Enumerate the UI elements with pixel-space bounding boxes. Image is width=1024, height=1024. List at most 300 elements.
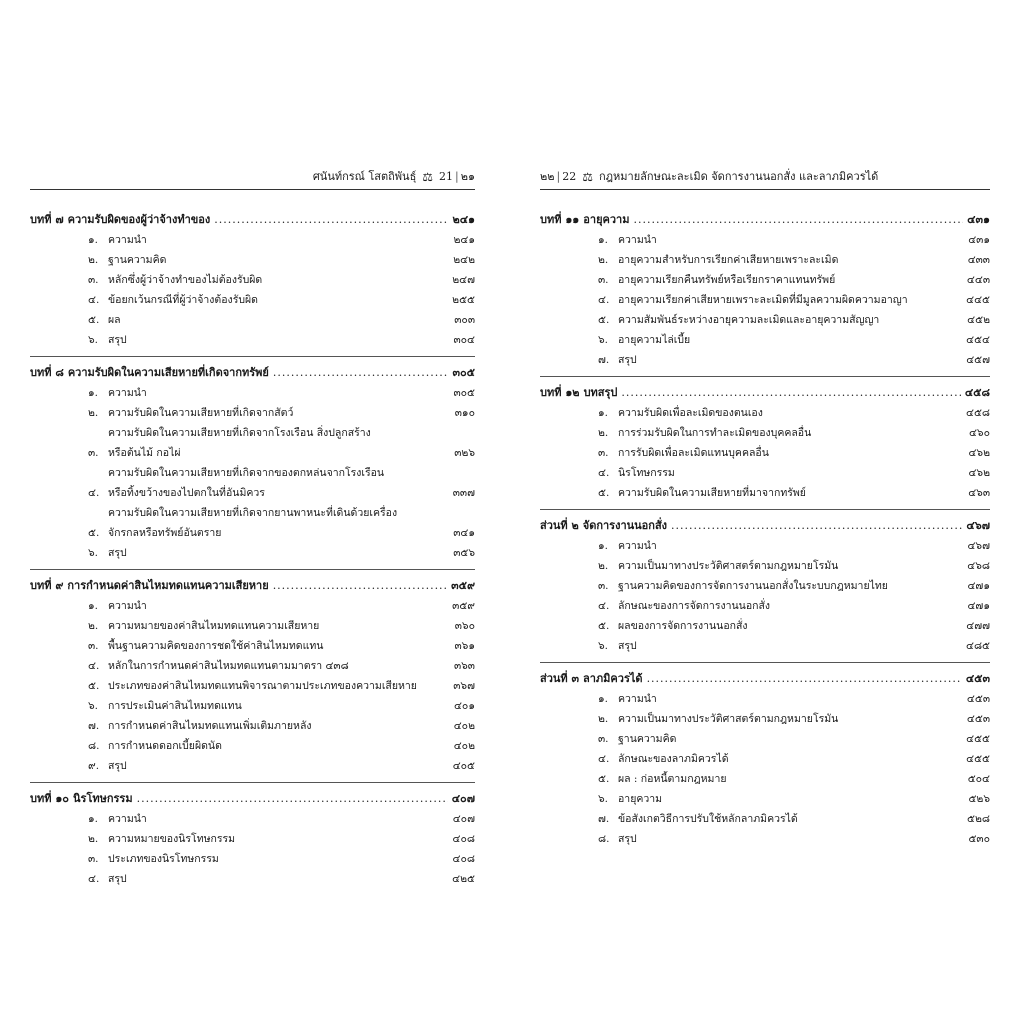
entry-text — [108, 829, 437, 849]
toc-entry — [540, 536, 990, 556]
dot-leader — [633, 210, 963, 230]
entry-number: ๔. — [598, 600, 610, 612]
toc-entry — [30, 250, 475, 270]
entry-page-number: ๓๒๖ — [454, 447, 475, 459]
toc-entry — [30, 809, 475, 829]
entry-page-number: ๓๐๔ — [453, 334, 475, 346]
entry-page-number: ๓๓๗ — [452, 487, 475, 499]
entry-number: ๒. — [598, 713, 609, 725]
entry-page-number: ๒๔๑ — [453, 234, 475, 246]
entry-line: การรับผิดเพื่อละเมิดแทนบุคคลอื่น — [618, 447, 769, 459]
entry-number: ๕. — [88, 680, 100, 692]
entry-text — [618, 536, 952, 556]
entry-number: ๓. — [88, 447, 99, 459]
entry-page-number: ๔๔๕ — [966, 294, 990, 306]
dot-leader — [621, 383, 960, 403]
entry-text — [618, 689, 952, 709]
dot-leader — [137, 789, 448, 809]
chapter-title: ความรับผิดของผู้ว่าจ้างทำของ — [67, 213, 211, 226]
entry-number: ๘. — [598, 833, 610, 845]
entry-number: ๔. — [88, 487, 100, 499]
header-page-arabic: 22 — [562, 170, 577, 183]
entry-line: ข้อยกเว้นกรณีที่ผู้ว่าจ้างต้องรับผิด — [108, 294, 258, 306]
entry-line: สรุป — [108, 547, 127, 559]
entry-line: การกำหนดดอกเบี้ยผิดนัด — [108, 740, 222, 752]
right-page — [540, 165, 990, 865]
entry-line: ฐานความคิด — [618, 733, 677, 745]
toc-entry — [30, 330, 475, 350]
entry-number: ๖. — [88, 700, 99, 712]
toc-entry — [30, 383, 475, 403]
entry-text — [618, 350, 952, 370]
chapter-page-number: ๔๕๘ — [964, 386, 990, 399]
entry-page-number: ๔๖๒ — [968, 447, 990, 459]
chapter-items — [540, 689, 990, 849]
entry-page-number: ๔๐๘ — [452, 853, 475, 865]
chapter-items — [30, 230, 475, 350]
entry-line: ความเป็นมาทางประวัติศาสตร์ตามกฎหมายโรมัน — [618, 560, 839, 572]
toc-entry — [540, 443, 990, 463]
entry-page-number: ๔๕๗ — [966, 354, 990, 366]
chapter-heading — [30, 789, 475, 809]
entry-number: ๓. — [88, 274, 99, 286]
chapter-title: อายุความ — [583, 213, 630, 226]
entry-line: ฐานความคิด — [108, 254, 167, 266]
entry-number: ๖. — [88, 334, 99, 346]
entry-page-number: ๓๔๑ — [453, 527, 475, 539]
entry-line: ความนำ — [108, 234, 147, 246]
entry-line: ความรับผิดในความเสียหายที่เกิดจากสัตว์ — [108, 407, 294, 419]
entry-text — [618, 556, 952, 576]
chapter-items — [540, 403, 990, 503]
entry-number: ๙. — [88, 760, 100, 772]
entry-line: การประเมินค่าสินไหมทดแทน — [108, 700, 242, 712]
entry-page-number: ๓๖๓ — [453, 660, 475, 672]
entry-text — [618, 636, 952, 656]
toc-entry — [30, 829, 475, 849]
entry-number: ๑. — [598, 693, 609, 705]
chapter-title: บทสรุป — [583, 386, 618, 399]
toc-entry — [30, 696, 475, 716]
entry-number: ๑. — [598, 540, 609, 552]
entry-number: ๒. — [88, 833, 99, 845]
entry-text — [108, 656, 437, 676]
entry-page-number: ๓๕๙ — [452, 600, 475, 612]
entry-line: ความรับผิดเพื่อละเมิดของตนเอง — [618, 407, 763, 419]
entry-line: อายุความเรียกค่าเสียหายเพราะละเมิดที่มีมูลความผิดความอาญา — [618, 294, 908, 306]
entry-number: ๔. — [598, 753, 610, 765]
entry-number: ๔. — [598, 467, 610, 479]
entry-text — [108, 676, 437, 696]
toc-entry — [30, 543, 475, 563]
entry-page-number: ๔๖๐ — [968, 427, 990, 439]
entry-number: ๕. — [88, 527, 100, 539]
dot-leader — [214, 210, 448, 230]
header-page-thai: ๒๒ — [540, 170, 555, 183]
entry-number: ๖. — [598, 334, 609, 346]
entry-number: ๕. — [598, 314, 610, 326]
chapter-page-number: ๓๕๙ — [451, 579, 475, 592]
entry-line: ความนำ — [108, 387, 147, 399]
chapter-items — [30, 383, 475, 563]
entry-line: ความนำ — [618, 540, 657, 552]
toc-entry — [540, 230, 990, 250]
scales-of-justice-icon: ⚖ — [582, 170, 593, 184]
entry-number: ๕. — [598, 487, 610, 499]
entry-text — [618, 310, 952, 330]
toc-entry — [30, 716, 475, 736]
entry-page-number: ๓๐๓ — [454, 314, 475, 326]
entry-number: ๒. — [88, 620, 99, 632]
entry-text — [618, 729, 952, 749]
entry-text — [108, 290, 437, 310]
header-page-arabic: 21 — [439, 170, 454, 183]
entry-line: สรุป — [108, 873, 127, 885]
chapter-heading — [30, 363, 475, 383]
toc-entry — [540, 330, 990, 350]
toc-entry — [540, 729, 990, 749]
entry-line: ความรับผิดในความเสียหายที่เกิดจากยานพาหนะที่เดินด้วยเครื่อง — [108, 507, 398, 519]
toc-entry — [540, 310, 990, 330]
entry-text — [618, 230, 952, 250]
entry-line: ความหมายของค่าสินไหมทดแทนความเสียหาย — [108, 620, 320, 632]
entry-page-number: ๔๐๑ — [453, 700, 475, 712]
entry-number: ๓. — [598, 733, 609, 745]
header-separator: | — [556, 170, 561, 183]
entry-text — [108, 543, 437, 563]
entry-page-number: ๔๐๕ — [452, 760, 475, 772]
chapter-page-number: ๒๔๑ — [452, 213, 475, 226]
entry-line: การร่วมรับผิดในการทำละเมิดของบุคคลอื่น — [618, 427, 812, 439]
toc-entry — [30, 736, 475, 756]
entry-text — [108, 383, 437, 403]
entry-number: ๓. — [598, 447, 609, 459]
entry-number: ๗. — [598, 813, 610, 825]
entry-line: พื้นฐานความคิดของการชดใช้ค่าสินไหมทดแทน — [108, 640, 324, 652]
entry-page-number: ๔๕๕ — [966, 733, 990, 745]
toc-entry — [30, 503, 475, 543]
entry-line: จักรกลหรือทรัพย์อันตราย — [108, 527, 222, 539]
entry-page-number: ๕๓๐ — [968, 833, 990, 845]
entry-number: ๕. — [598, 773, 610, 785]
entry-number: ๓. — [598, 580, 609, 592]
toc-entry — [30, 676, 475, 696]
toc-entry — [30, 869, 475, 889]
entry-line: ประเภทของค่าสินไหมทดแทนพิจารณาตามประเภทของความเสียหาย — [108, 680, 417, 692]
dot-leader — [647, 669, 962, 689]
entry-line: ความนำ — [108, 600, 147, 612]
entry-page-number: ๔๖๒ — [968, 467, 990, 479]
entry-line: ความรับผิดในความเสียหายที่เกิดจากของตกหล่นจากโรงเรือน — [108, 467, 385, 479]
entry-text — [108, 503, 437, 543]
toc-entry — [540, 709, 990, 729]
entry-page-number: ๔๓๓ — [967, 254, 990, 266]
toc-entry — [540, 403, 990, 423]
entry-line: สรุป — [108, 760, 127, 772]
entry-number: ๖. — [88, 547, 99, 559]
entry-text — [618, 616, 952, 636]
toc-entry — [30, 849, 475, 869]
entry-number: ๗. — [88, 720, 100, 732]
toc-entry — [540, 556, 990, 576]
entry-page-number: ๔๕๘ — [966, 407, 990, 419]
toc-entry — [30, 756, 475, 776]
entry-page-number: ๓๖๑ — [454, 640, 475, 652]
entry-text — [618, 330, 952, 350]
entry-number: ๓. — [598, 274, 609, 286]
dot-leader — [273, 363, 449, 383]
header-author: ศนันท์กรณ์ โสตถิพันธุ์ — [312, 170, 417, 183]
entry-text — [108, 716, 437, 736]
toc-chapter — [540, 509, 990, 656]
entry-line: อายุความสำหรับการเรียกค่าเสียหายเพราะละเมิด — [618, 254, 839, 266]
chapter-heading — [30, 576, 475, 596]
chapter-title: ลาภมิควรได้ — [583, 672, 643, 685]
entry-page-number: ๔๐๒ — [453, 720, 475, 732]
chapter-title: จัดการงานนอกสั่ง — [582, 519, 668, 532]
scales-of-justice-icon: ⚖ — [422, 170, 434, 184]
entry-line: อายุความ — [618, 793, 663, 805]
chapter-label: บทที่ ๑๐ — [30, 792, 70, 805]
chapter-label: ส่วนที่ ๓ — [540, 672, 580, 685]
entry-text — [108, 423, 437, 463]
toc-entry — [30, 310, 475, 330]
toc-chapter — [30, 356, 475, 563]
entry-text — [108, 596, 437, 616]
entry-page-number: ๔๘๕ — [966, 640, 990, 652]
toc-chapter — [540, 376, 990, 503]
entry-number: ๒. — [598, 427, 609, 439]
entry-number: ๖. — [598, 640, 609, 652]
entry-page-number: ๒๔๒ — [453, 254, 475, 266]
entry-page-number: ๔๐๒ — [453, 740, 475, 752]
entry-text — [618, 250, 952, 270]
entry-number: ๑. — [88, 234, 99, 246]
entry-text — [108, 270, 437, 290]
dot-leader — [671, 516, 962, 536]
toc-chapter — [540, 210, 990, 370]
entry-line: หรือทิ้งขว้างของไปตกในที่อันมิควร — [108, 487, 265, 499]
entry-line: ความนำ — [618, 693, 657, 705]
entry-line: อายุความเรียกคืนทรัพย์หรือเรียกราคาแทนทรัพย์ — [618, 274, 836, 286]
entry-text — [618, 829, 952, 849]
entry-number: ๑. — [88, 600, 99, 612]
entry-text — [618, 290, 952, 310]
chapter-heading — [540, 669, 990, 689]
chapter-page-number: ๔๓๑ — [967, 213, 990, 226]
entry-text — [108, 403, 437, 423]
entry-number: ๑. — [598, 234, 609, 246]
entry-number: ๑. — [88, 813, 99, 825]
entry-page-number: ๔๐๗ — [452, 813, 475, 825]
entry-text — [618, 443, 952, 463]
toc-entry — [540, 689, 990, 709]
dot-leader — [273, 576, 447, 596]
chapter-page-number: ๔๖๗ — [966, 519, 990, 532]
entry-number: ๑. — [598, 407, 609, 419]
entry-page-number: ๔๓๑ — [968, 234, 990, 246]
chapter-title: นิรโทษกรรม — [73, 792, 133, 805]
toc-chapter — [540, 662, 990, 849]
entry-text — [618, 789, 952, 809]
entry-number: ๕. — [598, 620, 610, 632]
entry-text — [108, 463, 437, 503]
entry-page-number: ๓๐๕ — [453, 387, 475, 399]
entry-line: หลักซึ่งผู้ว่าจ้างทำของไม่ต้องรับผิด — [108, 274, 263, 286]
entry-page-number: ๓๖๗ — [453, 680, 475, 692]
toc-chapter — [30, 782, 475, 889]
entry-page-number: ๔๕๒ — [967, 314, 990, 326]
entry-text — [108, 616, 437, 636]
chapter-heading — [540, 210, 990, 230]
entry-page-number: ๔๕๓ — [966, 713, 990, 725]
entry-line: ผล : ก่อหนี้ตามกฎหมาย — [618, 773, 727, 785]
left-toc — [30, 210, 475, 889]
toc-entry — [540, 270, 990, 290]
entry-line: ความรับผิดในความเสียหายที่เกิดจากโรงเรือน สิ่งปลูกสร้าง — [108, 427, 371, 439]
entry-page-number: ๔๖๗ — [967, 540, 990, 552]
chapter-heading — [30, 210, 475, 230]
chapter-title: การกำหนดค่าสินไหมทดแทนความเสียหาย — [67, 579, 269, 592]
entry-page-number: ๔๐๘ — [452, 833, 475, 845]
toc-entry — [540, 576, 990, 596]
toc-entry — [540, 423, 990, 443]
chapter-label: บทที่ ๑๒ — [540, 386, 580, 399]
entry-text — [108, 869, 437, 889]
toc-entry — [30, 290, 475, 310]
chapter-label: บทที่ ๗ — [30, 213, 64, 226]
entry-line: ประเภทของนิรโทษกรรม — [108, 853, 219, 865]
entry-line: สรุป — [618, 833, 637, 845]
entry-text — [618, 403, 952, 423]
entry-page-number: ๔๖๘ — [967, 560, 990, 572]
entry-line: สรุป — [618, 354, 637, 366]
right-toc — [540, 210, 990, 849]
entry-text — [618, 576, 952, 596]
chapter-title: ความรับผิดในความเสียหายที่เกิดจากทรัพย์ — [67, 366, 269, 379]
entry-page-number: ๕๒๖ — [968, 793, 990, 805]
entry-page-number: ๔๕๓ — [966, 693, 990, 705]
entry-number: ๗. — [598, 354, 610, 366]
entry-text — [108, 636, 437, 656]
entry-page-number: ๓๖๐ — [454, 620, 475, 632]
entry-line: การกำหนดค่าสินไหมทดแทนเพิ่มเติมภายหลัง — [108, 720, 312, 732]
entry-text — [108, 736, 437, 756]
chapter-items — [30, 596, 475, 776]
entry-line: ผล — [108, 314, 121, 326]
entry-text — [618, 749, 952, 769]
entry-line: นิรโทษกรรม — [618, 467, 675, 479]
toc-entry — [540, 809, 990, 829]
toc-entry — [540, 769, 990, 789]
toc-entry — [540, 616, 990, 636]
entry-text — [618, 483, 952, 503]
entry-number: ๓. — [88, 853, 99, 865]
entry-text — [108, 310, 437, 330]
entry-page-number: ๔๗๗ — [966, 620, 990, 632]
entry-text — [108, 330, 437, 350]
toc-entry — [30, 403, 475, 423]
toc-entry — [30, 230, 475, 250]
entry-line: ข้อสังเกตวิธีการปรับใช้หลักลาภมิควรได้ — [618, 813, 798, 825]
entry-page-number: ๔๒๕ — [452, 873, 475, 885]
header-separator: | — [455, 170, 459, 183]
entry-text — [108, 809, 437, 829]
entry-text — [108, 230, 437, 250]
entry-page-number: ๔๕๔ — [966, 334, 990, 346]
chapter-items — [540, 536, 990, 656]
toc-entry — [30, 270, 475, 290]
entry-line: สรุป — [618, 640, 637, 652]
toc-entry — [540, 463, 990, 483]
entry-text — [618, 809, 952, 829]
entry-page-number: ๕๐๔ — [967, 773, 990, 785]
entry-text — [618, 769, 952, 789]
entry-line: ความนำ — [108, 813, 147, 825]
entry-line: อายุความไล่เบี้ย — [618, 334, 691, 346]
chapter-page-number: ๔๐๗ — [451, 792, 475, 805]
entry-page-number: ๔๕๕ — [966, 753, 990, 765]
entry-page-number: ๓๑๐ — [454, 407, 475, 419]
toc-entry — [540, 350, 990, 370]
toc-entry — [30, 423, 475, 463]
header-page-thai: ๒๑ — [460, 170, 475, 183]
entry-page-number: ๔๔๓ — [966, 274, 990, 286]
chapter-label: ส่วนที่ ๒ — [540, 519, 579, 532]
entry-text — [618, 596, 952, 616]
toc-chapter — [30, 569, 475, 776]
chapter-heading — [540, 383, 990, 403]
right-running-head — [540, 165, 990, 190]
entry-number: ๑. — [88, 387, 99, 399]
entry-number: ๒. — [598, 560, 609, 572]
toc-entry — [540, 250, 990, 270]
toc-entry — [540, 290, 990, 310]
entry-page-number: ๔๖๓ — [968, 487, 990, 499]
entry-line: ลักษณะของลาภมิควรได้ — [618, 753, 729, 765]
entry-line: ความรับผิดในความเสียหายที่มาจากทรัพย์ — [618, 487, 806, 499]
entry-number: ๕. — [88, 314, 100, 326]
chapter-label: บทที่ ๑๑ — [540, 213, 580, 226]
toc-entry — [30, 616, 475, 636]
left-page — [30, 165, 475, 885]
toc-entry — [540, 829, 990, 849]
entry-number: ๔. — [598, 294, 610, 306]
toc-entry — [540, 596, 990, 616]
entry-line: หลักในการกำหนดค่าสินไหมทดแทนตามมาตรา ๔๓๘ — [108, 660, 349, 672]
toc-entry — [30, 596, 475, 616]
entry-line: ความสัมพันธ์ระหว่างอายุความละเมิดและอายุความสัญญา — [618, 314, 880, 326]
entry-text — [618, 463, 952, 483]
chapter-items — [30, 809, 475, 889]
chapter-page-number: ๔๕๓ — [965, 672, 990, 685]
left-running-head — [30, 165, 475, 190]
entry-text — [108, 849, 437, 869]
chapter-label: บทที่ ๙ — [30, 579, 64, 592]
entry-page-number: ๔๗๑ — [967, 600, 990, 612]
entry-page-number: ๔๗๑ — [967, 580, 990, 592]
entry-page-number: ๒๔๗ — [452, 274, 475, 286]
entry-number: ๔. — [88, 660, 100, 672]
entry-line: หรือต้นไม้ กอไผ่ — [108, 447, 181, 459]
entry-text — [108, 250, 437, 270]
entry-number: ๒. — [88, 407, 99, 419]
entry-line: ความเป็นมาทางประวัติศาสตร์ตามกฎหมายโรมัน — [618, 713, 839, 725]
entry-page-number: ๓๕๖ — [453, 547, 475, 559]
toc-entry — [540, 789, 990, 809]
header-book-title: กฎหมายลักษณะละเมิด จัดการงานนอกสั่ง และลาภมิควรได้ — [599, 170, 879, 183]
entry-text — [618, 270, 952, 290]
